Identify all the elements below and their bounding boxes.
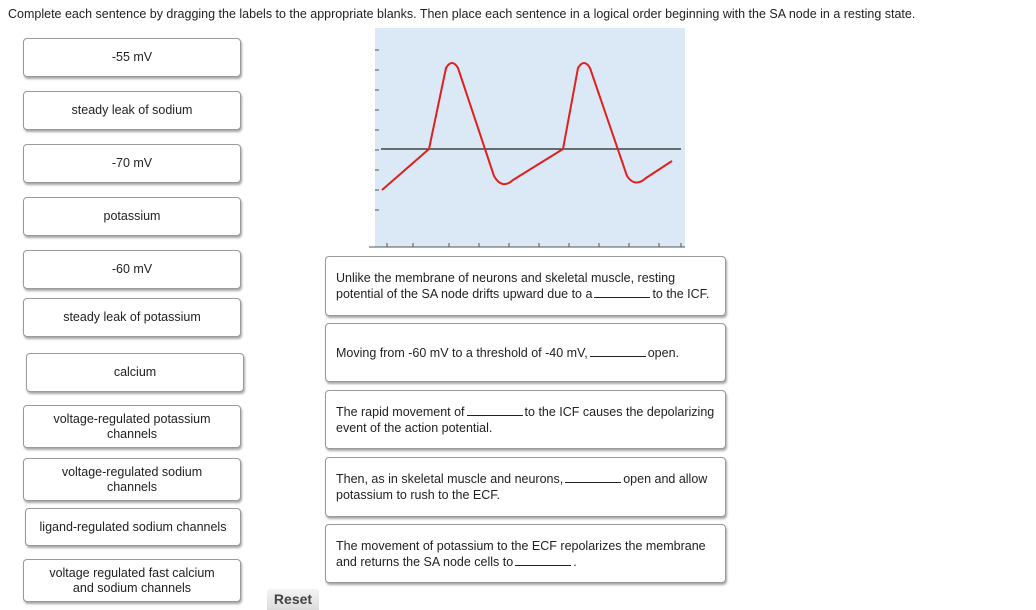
sentence-2-after: open.	[647, 345, 680, 360]
sentence-2-before: Moving from -60 mV to a threshold of -40 mV,	[336, 345, 588, 360]
sentence-box-5[interactable]	[325, 524, 726, 583]
sentence-4-before: Then, as in skeletal muscle and neurons,	[336, 472, 564, 486]
sentence-2-text	[336, 345, 679, 361]
sentence-box-4[interactable]	[325, 457, 726, 517]
sentence-3-text	[336, 404, 715, 436]
sentence-1-blank[interactable]	[594, 287, 650, 298]
label-tile-neg70mv[interactable]: -70 mV	[23, 144, 241, 183]
sentence-4-blank[interactable]	[565, 472, 621, 483]
label-tile-neg55mv[interactable]: -55 mV	[23, 38, 241, 77]
sentence-5-after: .	[573, 554, 577, 569]
sentence-1-after: to the ICF.	[652, 287, 710, 301]
label-tile-voltage-regulated-potassium-channels[interactable]: voltage-regulated potassium channels	[23, 405, 241, 448]
sentence-box-2[interactable]	[325, 323, 726, 382]
sentence-4-text	[336, 471, 715, 503]
sentence-3-before: The rapid movement of	[336, 404, 465, 419]
sentence-2-blank[interactable]	[590, 346, 646, 357]
label-tile-potassium[interactable]: potassium	[23, 197, 241, 236]
sentence-3-blank[interactable]	[467, 405, 523, 416]
sentence-box-3[interactable]	[325, 390, 726, 449]
sentence-1-before: Unlike the membrane of neurons and skeletal muscle, resting potential of the SA node drifts upward due to a	[336, 271, 676, 301]
label-tile-voltage-regulated-sodium-channels[interactable]: voltage-regulated sodium channels	[23, 458, 241, 501]
sentence-5-before: The movement of potassium to the ECF repolarizes the membrane and returns the SA node cells to	[336, 538, 706, 569]
label-tile-neg60mv[interactable]: -60 mV	[23, 250, 241, 289]
action-potential-graph	[365, 28, 687, 253]
reset-button[interactable]: Reset	[267, 589, 319, 610]
label-tile-ligand-regulated-sodium-channels[interactable]: ligand-regulated sodium channels	[25, 508, 241, 546]
sentence-4-after: open and allow potassium to rush to the ECF.	[336, 472, 708, 502]
instructions-text: Complete each sentence by dragging the labels to the appropriate blanks. Then place each sentence in a logical order beginning with the SA node in a resting state.	[8, 7, 916, 21]
sentence-5-text	[336, 538, 715, 570]
label-tile-voltage-regulated-fast-calcium-sodium-channels[interactable]: voltage regulated fast calcium and sodium channels	[23, 559, 241, 602]
graph-plot-area	[375, 28, 685, 247]
label-tile-calcium[interactable]: calcium	[26, 353, 244, 392]
sentence-5-blank[interactable]	[515, 555, 571, 566]
sentence-1-text	[336, 270, 715, 302]
sentence-box-1[interactable]	[325, 256, 726, 316]
graph-svg	[365, 28, 687, 253]
label-tile-steady-leak-potassium[interactable]: steady leak of potassium	[23, 298, 241, 337]
label-tile-steady-leak-sodium[interactable]: steady leak of sodium	[23, 91, 241, 130]
sentence-3-after: to the ICF causes the depolarizing event of the action potential.	[336, 404, 715, 435]
